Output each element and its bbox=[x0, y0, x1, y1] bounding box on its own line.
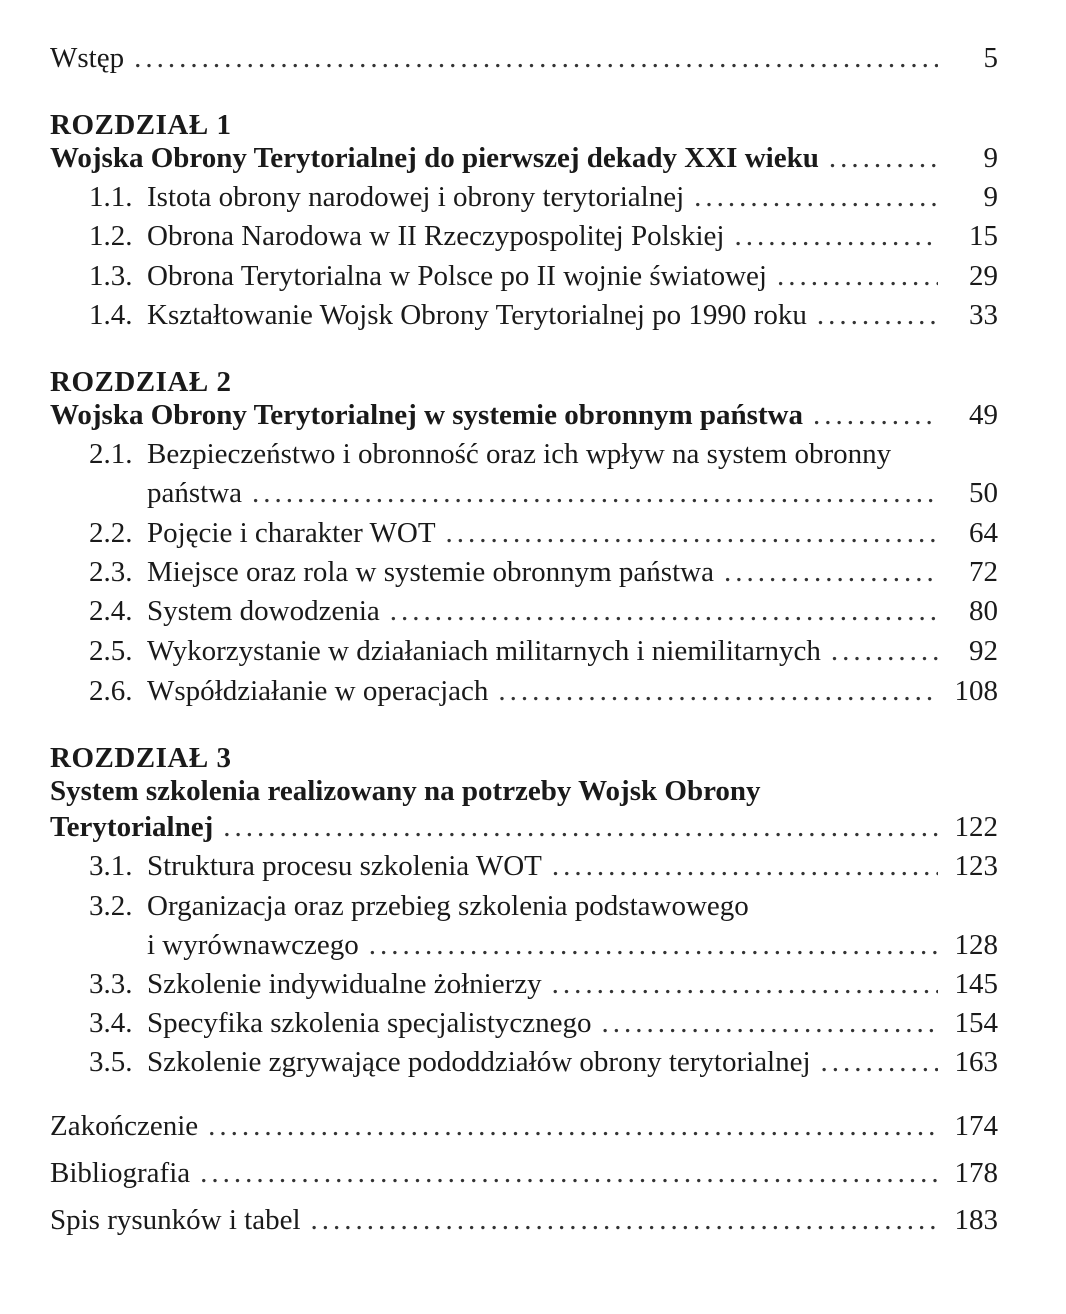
chapter-1-page: 9 bbox=[983, 142, 998, 174]
leader-dots bbox=[252, 477, 938, 510]
section-number: 3.1. bbox=[89, 850, 133, 882]
toc-section-2-5[interactable] bbox=[89, 635, 998, 668]
section-number: 3.4. bbox=[89, 1007, 133, 1039]
section-number: 2.5. bbox=[89, 635, 133, 667]
section-page: 33 bbox=[969, 299, 998, 331]
leader-dots bbox=[829, 142, 938, 175]
toc-section-2-1-continued[interactable] bbox=[147, 477, 998, 510]
toc-section-2-6[interactable] bbox=[89, 675, 998, 708]
toc-entry-title: Zakończenie bbox=[50, 1110, 199, 1142]
toc-entry-intro[interactable] bbox=[50, 42, 998, 75]
section-page: 50 bbox=[969, 477, 998, 509]
chapter-3-title: System szkolenia realizowany na potrzeby Wojsk Obrony bbox=[50, 775, 761, 807]
leader-dots bbox=[208, 1110, 938, 1143]
leader-dots bbox=[831, 635, 938, 668]
toc-entry-page: 174 bbox=[954, 1110, 998, 1142]
section-title: System dowodzenia bbox=[147, 595, 380, 627]
section-title: Wykorzystanie w działaniach militarnych i niemilitarnych bbox=[147, 635, 821, 667]
leader-dots bbox=[552, 968, 938, 1001]
chapter-2-title-entry[interactable] bbox=[50, 399, 998, 432]
section-number: 1.2. bbox=[89, 220, 133, 252]
leader-dots bbox=[694, 181, 938, 214]
toc-entry-figures-tables[interactable] bbox=[50, 1204, 998, 1237]
leader-dots bbox=[200, 1157, 938, 1190]
section-title-continued: państwa bbox=[147, 477, 243, 509]
section-number: 2.3. bbox=[89, 556, 133, 588]
section-page: 15 bbox=[969, 220, 998, 252]
toc-section-2-2[interactable] bbox=[89, 517, 998, 550]
chapter-1-title-entry[interactable] bbox=[50, 142, 998, 175]
section-title: Szkolenie indywidualne żołnierzy bbox=[147, 968, 542, 1000]
section-title: Struktura procesu szkolenia WOT bbox=[147, 850, 542, 882]
section-title: Specyfika szkolenia specjalistycznego bbox=[147, 1007, 592, 1039]
section-page: 29 bbox=[969, 260, 998, 292]
section-page: 154 bbox=[954, 1007, 998, 1039]
chapter-2-title: Wojska Obrony Terytorialnej w systemie obronnym państwa bbox=[50, 399, 803, 431]
chapter-1-label: ROZDZIAŁ 1 bbox=[50, 109, 232, 141]
section-number: 1.3. bbox=[89, 260, 133, 292]
toc-entry-page: 5 bbox=[983, 42, 998, 74]
chapter-3-title-entry[interactable] bbox=[50, 775, 998, 808]
toc-section-3-4[interactable] bbox=[89, 1007, 998, 1040]
section-title: Organizacja oraz przebieg szkolenia podstawowego bbox=[147, 890, 749, 922]
toc-section-3-3[interactable] bbox=[89, 968, 998, 1001]
section-page: 64 bbox=[969, 517, 998, 549]
chapter-3-label: ROZDZIAŁ 3 bbox=[50, 742, 232, 774]
toc-entry-page: 178 bbox=[954, 1157, 998, 1189]
section-page: 128 bbox=[954, 929, 998, 961]
leader-dots bbox=[498, 675, 938, 708]
chapter-3-title-continued: Terytorialnej bbox=[50, 811, 214, 843]
toc-section-3-5[interactable] bbox=[89, 1046, 998, 1079]
toc-entry-title: Bibliografia bbox=[50, 1157, 191, 1189]
leader-dots bbox=[223, 811, 938, 844]
section-title: Bezpieczeństwo i obronność oraz ich wpływ na system obronny bbox=[147, 438, 892, 470]
leader-dots bbox=[390, 595, 938, 628]
section-number: 3.3. bbox=[89, 968, 133, 1000]
leader-dots bbox=[724, 556, 938, 589]
section-title: Obrona Terytorialna w Polsce po II wojnie światowej bbox=[147, 260, 767, 292]
section-title: Miejsce oraz rola w systemie obronnym państwa bbox=[147, 556, 714, 588]
section-number: 2.2. bbox=[89, 517, 133, 549]
section-page: 163 bbox=[954, 1046, 998, 1078]
section-number: 3.2. bbox=[89, 890, 133, 922]
section-number: 2.4. bbox=[89, 595, 133, 627]
section-page: 92 bbox=[969, 635, 998, 667]
toc-section-3-2-continued[interactable] bbox=[147, 929, 998, 962]
section-page: 80 bbox=[969, 595, 998, 627]
section-title: Obrona Narodowa w II Rzeczypospolitej Polskiej bbox=[147, 220, 725, 252]
toc-section-2-4[interactable] bbox=[89, 595, 998, 628]
section-page: 108 bbox=[954, 675, 998, 707]
toc-section-1-3[interactable] bbox=[89, 260, 998, 293]
leader-dots bbox=[821, 1046, 938, 1079]
toc-entry-bibliography[interactable] bbox=[50, 1157, 998, 1190]
section-page: 123 bbox=[954, 850, 998, 882]
section-title: Istota obrony narodowej i obrony terytorialnej bbox=[147, 181, 685, 213]
toc-section-3-1[interactable] bbox=[89, 850, 998, 883]
toc-section-2-1[interactable] bbox=[89, 438, 998, 471]
toc-section-2-3[interactable] bbox=[89, 556, 998, 589]
section-page: 72 bbox=[969, 556, 998, 588]
section-page: 145 bbox=[954, 968, 998, 1000]
leader-dots bbox=[817, 299, 938, 332]
section-page: 9 bbox=[983, 181, 998, 213]
section-title: Współdziałanie w operacjach bbox=[147, 675, 489, 707]
chapter-2-page: 49 bbox=[969, 399, 998, 431]
chapter-2-label: ROZDZIAŁ 2 bbox=[50, 366, 232, 398]
section-title-continued: i wyrównawczego bbox=[147, 929, 359, 961]
leader-dots bbox=[734, 220, 938, 253]
toc-section-1-2[interactable] bbox=[89, 220, 998, 253]
section-title: Pojęcie i charakter WOT bbox=[147, 517, 436, 549]
section-number: 2.6. bbox=[89, 675, 133, 707]
toc-entry-title: Wstęp bbox=[50, 42, 125, 74]
leader-dots bbox=[311, 1204, 938, 1237]
chapter-3-page: 122 bbox=[954, 811, 998, 843]
section-number: 1.1. bbox=[89, 181, 133, 213]
toc-entry-conclusion[interactable] bbox=[50, 1110, 998, 1143]
leader-dots bbox=[446, 517, 938, 550]
leader-dots bbox=[552, 850, 938, 883]
toc-section-1-4[interactable] bbox=[89, 299, 998, 332]
section-number: 3.5. bbox=[89, 1046, 133, 1078]
section-number: 2.1. bbox=[89, 438, 133, 470]
chapter-1-title: Wojska Obrony Terytorialnej do pierwszej dekady XXI wieku bbox=[50, 142, 819, 174]
section-title: Szkolenie zgrywające pododdziałów obrony terytorialnej bbox=[147, 1046, 811, 1078]
leader-dots bbox=[134, 42, 938, 75]
toc-entry-page: 183 bbox=[954, 1204, 998, 1236]
chapter-3-title-entry-continued[interactable] bbox=[50, 811, 998, 844]
leader-dots bbox=[777, 260, 938, 293]
section-number: 1.4. bbox=[89, 299, 133, 331]
leader-dots bbox=[813, 399, 938, 432]
toc-section-1-1[interactable] bbox=[89, 181, 998, 214]
toc-entry-title: Spis rysunków i tabel bbox=[50, 1204, 301, 1236]
leader-dots bbox=[602, 1007, 938, 1040]
toc-section-3-2[interactable] bbox=[89, 890, 998, 923]
section-title: Kształtowanie Wojsk Obrony Terytorialnej po 1990 roku bbox=[147, 299, 807, 331]
leader-dots bbox=[369, 929, 938, 962]
